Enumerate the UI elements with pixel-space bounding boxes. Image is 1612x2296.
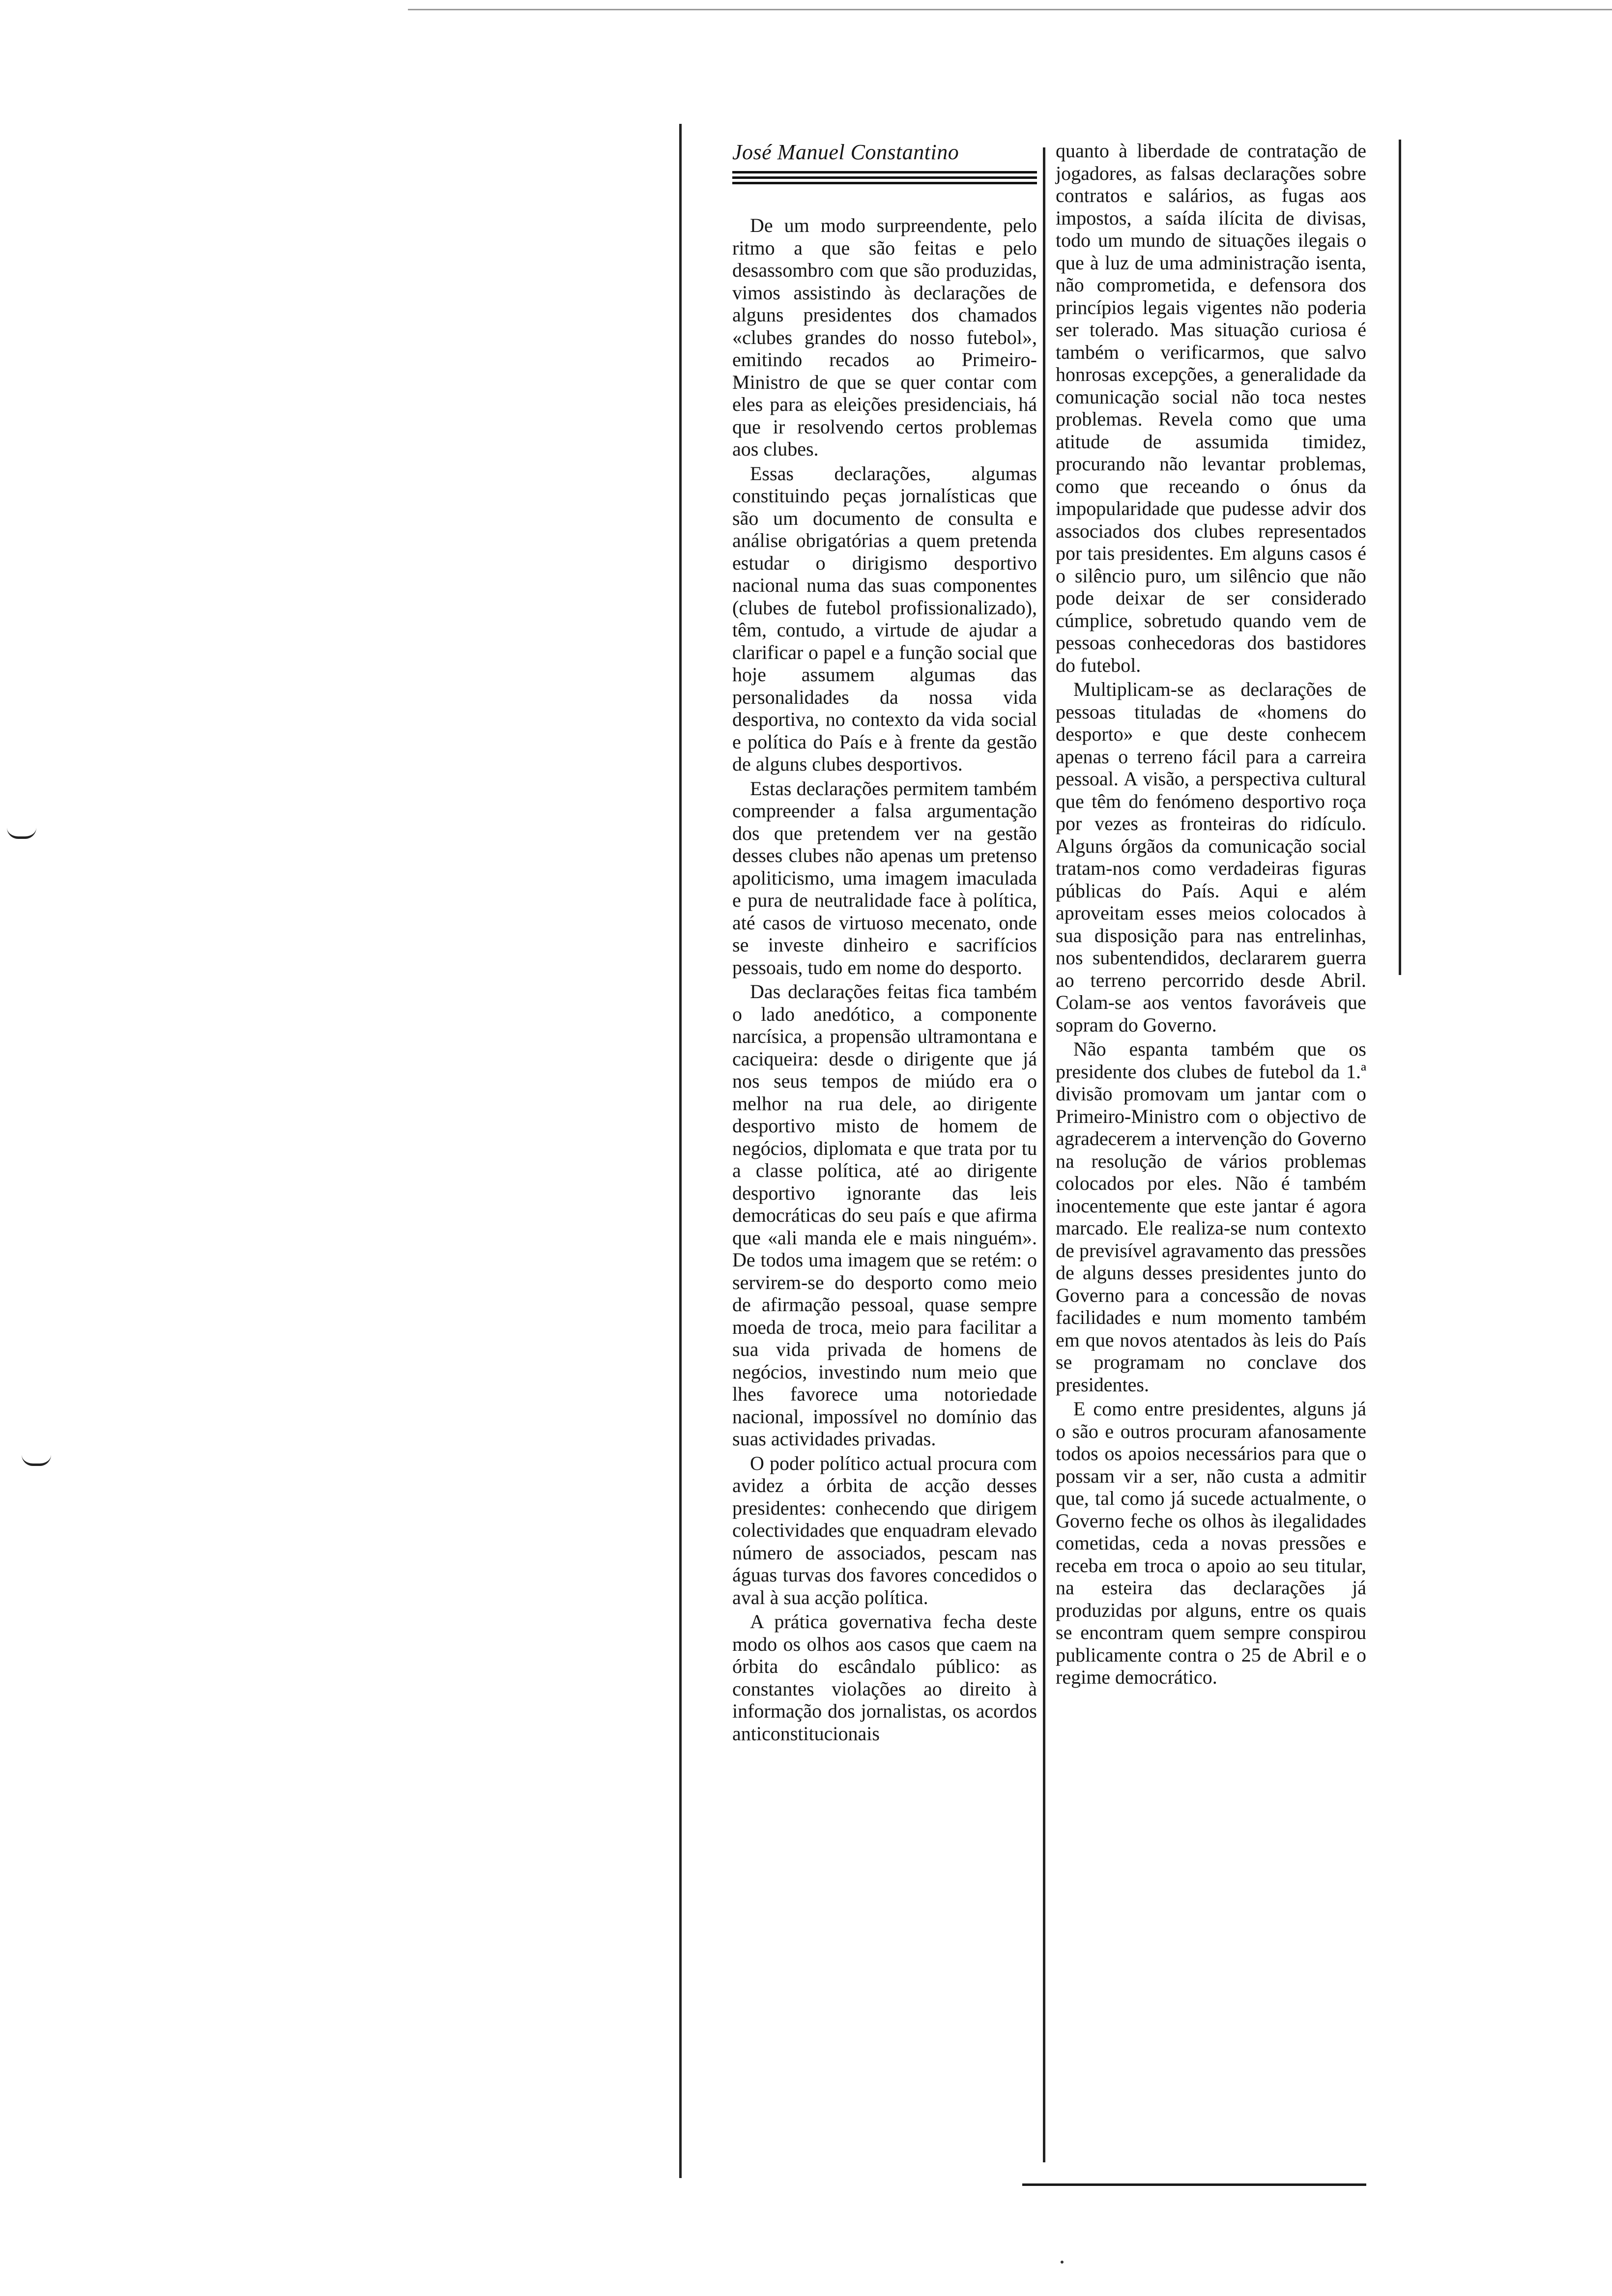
article-paragraph-continued: quanto à liberdade de contratação de jogadores, as falsas declarações sobre contratos e salários, as fugas aos impostos, a saída ilícita de divisas, todo um mundo de situações ilegais o que à luz de uma administração isenta, não comprometida, e defensora dos princípios legais vigentes não poderia ser tolerado. Mas situação curiosa é também o verificarmos, que salvo honrosas excepções, a generalidade da comunicação social não toca nestes problemas. Revela como que uma atitude de assumida timidez, procurando não levantar problemas, como que receando o ónus da impopularidade que pudesse advir dos associados dos clubes representados por tais presidentes. Em alguns casos é o silêncio puro, um silêncio que não pode deixar de ser considerado cúmplice, sobretudo quando vem de pessoas conhecedoras dos bastidores do futebol.	[1056, 140, 1366, 676]
article-paragraph: De um modo surpreendente, pelo ritmo a que são feitas e pelo desassombro com que são produzidas, vimos assistindo às declarações de alguns presidentes dos chamados «clubes grandes do nosso futebol», emitindo recados ao Primeiro-Ministro de que se quer contar com eles para as eleições presidenciais, há que ir resolvendo certos problemas aos clubes.	[732, 214, 1037, 460]
scan-margin-mark	[7, 828, 36, 839]
article-paragraph: E como entre presidentes, alguns já o são e outros procuram afanosamente todos os apoios necessários para que o possam vir a ser, não custa a admitir que, tal como já sucede actualmente, o Governo feche os olhos às ilegalidades cometidas, ceda a novas pressões e receba em troca o apoio ao seu titular, na esteira das declarações já produzidas por alguns, entre os quais se encontram quem sempre conspirou publicamente contra o 25 de Abril e o regime democrático.	[1056, 1398, 1366, 1688]
article-paragraph: Das declarações feitas fica também o lado anedótico, a componente narcísica, a propensão ultramontana e caciqueira: desde o dirigente que já nos seus tempos de miúdo era o melhor na rua dele, ao dirigente desportivo misto de homem de negócios, diplomata e que trata por tu a classe política, até ao dirigente desportivo ignorante das leis democráticas do seu país e que afirma que «ali manda ele e mais ninguém». De todos uma imagem que se retém: o servirem-se do desporto como meio de afirmação pessoal, quase sempre moeda de troca, meio para facilitar a sua vida privada de homens de negócios, investindo num meio que lhes favorece uma notoriedade nacional, impossível no domínio das suas actividades privadas.	[732, 980, 1037, 1450]
left-column-rule	[679, 124, 682, 2178]
article-left-column	[732, 140, 1037, 1747]
right-column-rule	[1399, 140, 1401, 975]
author-byline: José Manuel Constantino	[732, 140, 959, 164]
article-right-column	[1056, 140, 1366, 1691]
article-paragraph: Essas declarações, algumas constituindo peças jornalísticas que são um documento de consulta e análise obrigatórias a quem pretenda estudar o dirigismo desportivo nacional numa das suas componentes (clubes de futebol profissionalizado), têm, contudo, a virtude de ajudar a clarificar o papel e a função social que hoje assumem algumas das personalidades da nossa vida desportiva, no contexto da vida social e política do País e à frente da gestão de alguns clubes desportivos.	[732, 462, 1037, 775]
article-paragraph: Não espanta também que os presidente dos clubes de futebol da 1.ª divisão promovam um jantar com o Primeiro-Ministro com o objectivo de agradecerem a intervenção do Governo na resolução de vários problemas colocados por eles. Não é também inocentemente que este jantar é agora marcado. Ele realiza-se num contexto de previsível agravamento das pressões de alguns desses presidentes junto do Governo para a concessão de novas facilidades e num momento também em que novos atentados às leis do País se programam no conclave dos presidentes.	[1056, 1038, 1366, 1396]
article-paragraph: O poder político actual procura com avidez a órbita de acção desses presidentes: conhecendo que dirigem colectividades que enquadram elevado número de associados, pescam nas águas turvas dos favores concedidos o aval à sua acção política.	[732, 1452, 1037, 1608]
article-paragraph: Multiplicam-se as declarações de pessoas tituladas de «homens do desporto» e que deste conhecem apenas o terreno fácil para a carreira pessoal. A visão, a perspectiva cultural que têm do fenómeno desportivo roça por vezes as fronteiras do ridículo. Alguns órgãos da comunicação social tratam-nos como verdadeiras figuras públicas do País. Aqui e além aproveitam esses meios colocados à sua disposição para nas entrelinhas, nos subentendidos, declararem guerra ao terreno percorrido desde Abril. Colam-se aos ventos favoráveis que sopram do Governo.	[1056, 678, 1366, 1036]
article-end-rule	[1022, 2183, 1366, 2186]
scan-margin-mark	[22, 1455, 51, 1466]
scan-top-rule	[408, 9, 1612, 10]
column-divider-rule	[1043, 147, 1045, 2162]
scan-speck	[1061, 2261, 1064, 2264]
article-paragraph: A prática governativa fecha deste modo os olhos aos casos que caem na órbita do escândalo público: as constantes violações ao direito à informação dos jornalistas, os acordos anticonstitucionais	[732, 1610, 1037, 1745]
article-paragraph: Estas declarações permitem também compreender a falsa argumentação dos que pretendem ver na gestão desses clubes não apenas um pretenso apoliticismo, uma imagem imaculada e pura de neutralidade face à política, até casos de virtuoso mecenato, onde se investe dinheiro e sacrifícios pessoais, tudo em nome do desporto.	[732, 777, 1037, 978]
byline-double-rule	[732, 171, 1037, 188]
